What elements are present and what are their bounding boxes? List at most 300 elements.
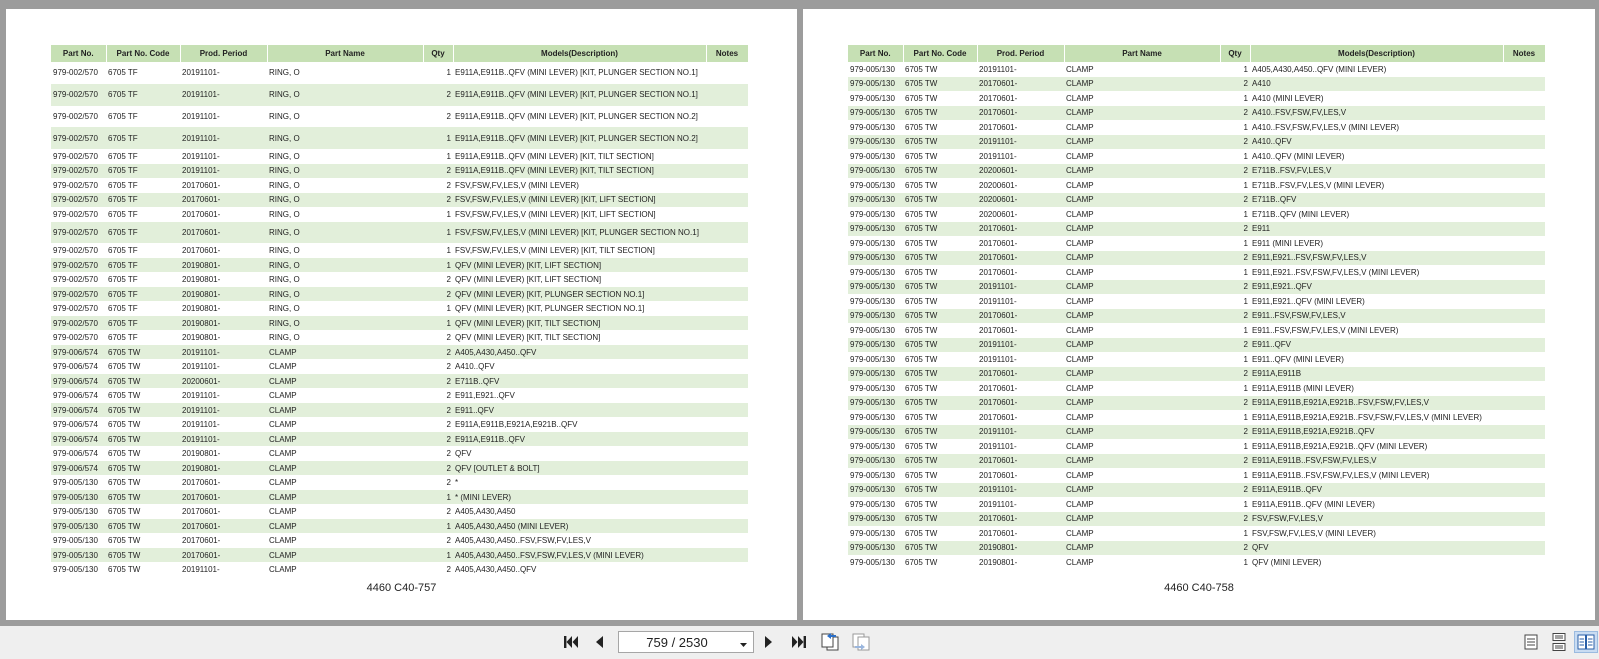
header-prod-period: Prod. Period [977, 45, 1064, 62]
cell-part-name: CLAMP [1066, 354, 1094, 364]
table-row [848, 352, 1545, 367]
cell-part-name: CLAMP [267, 374, 423, 389]
table-row [848, 323, 1545, 338]
table-row [51, 301, 748, 316]
cell-part-no-code: 6705 TF [106, 84, 180, 106]
cell-prod-period: 20191101- [182, 420, 220, 430]
cell-part-no-code: 6705 TW [903, 454, 977, 469]
cell-models: A410..FSV,FSW,FV,LES,V [1250, 106, 1503, 121]
cell-models: A410 [1250, 77, 1503, 92]
header-part-no: Part No. [848, 45, 903, 62]
cell-part-no: 979-002/570 [53, 246, 98, 256]
cell-part-name: CLAMP [1064, 425, 1220, 440]
table-header-row [51, 45, 748, 62]
cell-models: QFV (MINI LEVER) [KIT, TILT SECTION] [455, 333, 601, 343]
cell-notes [1503, 120, 1545, 135]
single-page-view-icon[interactable] [1519, 631, 1543, 653]
table-row [51, 316, 748, 331]
cell-qty: 1 [423, 490, 453, 505]
table-row [848, 265, 1545, 280]
cell-models: E911A,E911B,E921A,E921B..QFV (MINI LEVER) [1252, 441, 1428, 451]
cell-prod-period: 20191101- [979, 499, 1017, 509]
cell-models: E911..QFV (MINI LEVER) [1252, 354, 1344, 364]
cell-notes [1503, 396, 1545, 411]
cell-prod-period: 20170601- [977, 309, 1064, 324]
cell-part-name: CLAMP [1066, 557, 1094, 567]
cell-qty: 1 [1243, 238, 1248, 248]
cell-part-name: CLAMP [269, 449, 297, 459]
cell-qty: 2 [423, 403, 453, 418]
cell-part-no: 979-002/570 [53, 275, 98, 285]
cell-part-name: CLAMP [1064, 135, 1220, 150]
cell-qty: 1 [1243, 122, 1248, 132]
cell-part-no-code: 6705 TW [903, 77, 977, 92]
cell-part-no-code: 6705 TF [106, 316, 180, 331]
cell-part-name: CLAMP [1066, 64, 1094, 74]
table-row [51, 432, 748, 447]
cell-part-no-code: 6705 TW [903, 135, 977, 150]
first-page-icon[interactable] [560, 632, 582, 652]
cell-part-no: 979-005/130 [51, 548, 106, 563]
cell-notes [706, 243, 748, 258]
cell-part-no: 979-005/130 [850, 267, 895, 277]
cell-models: A410..QFV [1250, 135, 1503, 150]
page-number-select[interactable] [618, 631, 754, 653]
cell-part-no: 979-005/130 [850, 64, 895, 74]
cell-part-name: CLAMP [269, 391, 297, 401]
cell-part-no: 979-006/574 [53, 362, 98, 372]
cell-part-name: CLAMP [1064, 164, 1220, 179]
cell-part-no: 979-005/130 [850, 209, 895, 219]
cell-part-no: 979-006/574 [53, 420, 98, 430]
table-row [51, 403, 748, 418]
cell-part-no-code: 6705 TF [108, 68, 138, 78]
table-row [848, 381, 1545, 396]
table-row [848, 439, 1545, 454]
cell-qty: 2 [1220, 396, 1250, 411]
cell-qty: 1 [1243, 557, 1248, 567]
next-page-icon[interactable] [758, 632, 780, 652]
cell-prod-period: 20170601- [979, 383, 1018, 393]
table-row [848, 251, 1545, 266]
cell-prod-period: 20200601- [977, 164, 1064, 179]
table-row [51, 417, 748, 432]
cell-models: E711B..FSV,FV,LES,V [1250, 164, 1503, 179]
cell-notes [706, 127, 748, 149]
header-part-no-code: Part No. Code [106, 45, 180, 62]
previous-view-icon[interactable] [819, 632, 841, 652]
table-row [848, 178, 1545, 193]
cell-part-name: CLAMP [267, 548, 423, 563]
cell-qty: 1 [1243, 354, 1248, 364]
cell-models: A410..QFV [455, 362, 495, 372]
cell-models: E911A,E911B,E921A,E921B..QFV [455, 420, 578, 430]
header-models: Models(Description) [453, 45, 706, 62]
cell-part-no: 979-005/130 [850, 528, 895, 538]
cell-part-no: 979-005/130 [848, 454, 903, 469]
cell-notes [1503, 222, 1545, 237]
cell-part-name: CLAMP [1066, 470, 1094, 480]
cell-models: E911A,E911B..QFV (MINI LEVER) [KIT, TILT SECTION] [455, 151, 654, 161]
cell-qty: 2 [1220, 77, 1250, 92]
cell-part-no-code: 6705 TW [903, 193, 977, 208]
cell-prod-period: 20191101- [977, 135, 1064, 150]
cell-notes [1503, 135, 1545, 150]
cell-prod-period: 20170601- [180, 193, 267, 208]
cell-part-no-code: 6705 TW [903, 106, 977, 121]
continuous-view-icon[interactable] [1547, 631, 1571, 653]
cell-part-no-code: 6705 TW [106, 548, 180, 563]
cell-qty: 1 [1243, 325, 1248, 335]
cell-prod-period: 20170601- [977, 77, 1064, 92]
cell-qty: 2 [446, 420, 451, 430]
cell-qty: 1 [1243, 151, 1248, 161]
cell-part-name: RING, O [269, 111, 300, 121]
cell-part-no: 979-005/130 [848, 338, 903, 353]
cell-qty: 2 [446, 111, 451, 121]
cell-part-no: 979-002/570 [53, 151, 98, 161]
cell-models: E911A,E911B..QFV [453, 432, 706, 447]
cell-part-no: 979-005/130 [848, 164, 903, 179]
cell-qty: 1 [1243, 267, 1248, 277]
next-view-icon[interactable] [850, 632, 872, 652]
cell-part-no-code: 6705 TW [903, 367, 977, 382]
cell-notes [706, 504, 748, 519]
cell-prod-period: 20191101- [180, 164, 267, 179]
cell-part-no-code: 6705 TW [905, 267, 938, 277]
cell-part-no: 979-005/130 [850, 557, 895, 567]
table-row [51, 359, 748, 374]
cell-part-no: 979-005/130 [848, 541, 903, 556]
header-qty: Qty [1220, 45, 1250, 62]
table-row [848, 425, 1545, 440]
table-row [51, 330, 748, 345]
cell-part-name: CLAMP [1066, 267, 1094, 277]
header-qty: Qty [423, 45, 453, 62]
table-row [51, 562, 748, 577]
cell-prod-period: 20191101- [180, 84, 267, 106]
cell-prod-period: 20170601- [182, 507, 221, 517]
cell-part-no-code: 6705 TF [106, 127, 180, 149]
cell-models: E911A,E911B,E921A,E921B..QFV [1250, 425, 1503, 440]
table-row [51, 243, 748, 258]
cell-prod-period: 20170601- [977, 222, 1064, 237]
cell-qty: 2 [423, 345, 453, 360]
cell-prod-period: 20191101- [979, 151, 1017, 161]
table-row [51, 222, 748, 244]
cell-part-no-code: 6705 TW [905, 557, 938, 567]
cell-notes [1503, 541, 1545, 556]
cell-notes [706, 178, 748, 193]
cell-part-name: CLAMP [1066, 151, 1094, 161]
navigation-toolbar [0, 626, 1599, 659]
cell-part-no: 979-005/130 [53, 565, 98, 575]
cell-part-no: 979-005/130 [53, 507, 98, 517]
cell-notes [1503, 294, 1545, 309]
cell-part-name: RING, O [269, 275, 300, 285]
table-row [51, 461, 748, 476]
cell-models: A405,A430,A450 [455, 507, 516, 517]
cell-prod-period: 20191101- [182, 111, 220, 121]
cell-qty: 2 [1220, 338, 1250, 353]
cell-part-no: 979-002/570 [51, 258, 106, 273]
cell-part-no: 979-005/130 [850, 354, 895, 364]
last-page-icon[interactable] [788, 632, 810, 652]
cell-models: E911A,E911B..QFV (MINI LEVER) [KIT, PLUNGER SECTION NO.2] [455, 111, 698, 121]
cell-prod-period: 20191101- [979, 296, 1017, 306]
cell-notes [706, 287, 748, 302]
cell-part-name: CLAMP [269, 565, 297, 575]
cell-prod-period: 20170601- [182, 246, 221, 256]
cell-part-no-code: 6705 TW [905, 528, 938, 538]
cell-qty: 2 [423, 193, 453, 208]
cell-part-name: RING, O [267, 193, 423, 208]
cell-prod-period: 20190801- [182, 449, 221, 459]
cell-notes [1503, 207, 1545, 222]
cell-part-no: 979-005/130 [51, 490, 106, 505]
cell-part-name: CLAMP [1064, 338, 1220, 353]
cell-part-name: RING, O [267, 287, 423, 302]
cell-models: E911A,E911B..FSV,FSW,FV,LES,V [1250, 454, 1503, 469]
cell-notes [706, 149, 748, 164]
cell-models: A405,A430,A450..QFV [455, 565, 537, 575]
cell-qty: 1 [446, 246, 451, 256]
cell-part-name: CLAMP [1064, 77, 1220, 92]
cell-notes [706, 164, 748, 179]
table-row [848, 541, 1545, 556]
cell-part-no-code: 6705 TW [903, 483, 977, 498]
cell-qty: 1 [423, 316, 453, 331]
cell-part-no: 979-005/130 [848, 483, 903, 498]
cell-part-no-code: 6705 TW [905, 93, 938, 103]
table-row [51, 287, 748, 302]
cell-qty: 2 [446, 275, 451, 285]
table-row [848, 222, 1545, 237]
table-row [51, 475, 748, 490]
cell-part-no-code: 6705 TW [106, 461, 180, 476]
table-row [51, 519, 748, 534]
cell-models: QFV (MINI LEVER) [KIT, LIFT SECTION] [455, 275, 602, 285]
cell-part-name: CLAMP [1064, 280, 1220, 295]
cell-part-no-code: 6705 TW [905, 64, 938, 74]
cell-prod-period: 20170601- [979, 93, 1018, 103]
cell-part-no-code: 6705 TF [108, 151, 138, 161]
cell-models: A410..QFV (MINI LEVER) [1252, 151, 1345, 161]
cell-models: E911 (MINI LEVER) [1252, 238, 1323, 248]
cell-qty: 2 [1220, 425, 1250, 440]
cell-prod-period: 20170601- [977, 396, 1064, 411]
two-page-view-icon[interactable] [1574, 631, 1598, 653]
cell-part-name: CLAMP [267, 403, 423, 418]
cell-notes [1503, 265, 1545, 280]
cell-part-no-code: 6705 TW [108, 391, 141, 401]
cell-qty: 1 [423, 127, 453, 149]
cell-qty: 1 [1243, 93, 1248, 103]
cell-notes [706, 330, 748, 345]
cell-models: QFV (MINI LEVER) [KIT, PLUNGER SECTION NO.1] [455, 304, 645, 314]
cell-notes [1503, 526, 1545, 541]
cell-qty: 2 [446, 449, 451, 459]
cell-part-name: RING, O [269, 68, 300, 78]
cell-prod-period: 20191101- [977, 483, 1064, 498]
cell-part-name: RING, O [267, 222, 423, 244]
cell-part-name: CLAMP [1066, 180, 1094, 190]
cell-models: E911,E921..QFV [1250, 280, 1503, 295]
cell-qty: 2 [1220, 541, 1250, 556]
cell-notes [706, 316, 748, 331]
cell-part-name: RING, O [269, 151, 300, 161]
cell-prod-period: 20191101- [182, 68, 220, 78]
cell-part-no: 979-002/570 [53, 333, 98, 343]
cell-part-no: 979-005/130 [848, 193, 903, 208]
cell-prod-period: 20190801- [182, 333, 221, 343]
cell-qty: 2 [1220, 280, 1250, 295]
table-header-row [848, 45, 1545, 62]
cell-qty: 1 [423, 519, 453, 534]
cell-models: E711B..FSV,FV,LES,V (MINI LEVER) [1252, 180, 1385, 190]
cell-part-name: CLAMP [1066, 93, 1094, 103]
table-row [848, 526, 1545, 541]
cell-qty: 1 [446, 209, 451, 219]
cell-part-no: 979-005/130 [850, 93, 895, 103]
cell-part-no: 979-005/130 [848, 309, 903, 324]
previous-page-icon[interactable] [588, 632, 610, 652]
cell-models: FSV,FSW,FV,LES,V (MINI LEVER) [KIT, LIFT SECTION] [453, 193, 706, 208]
document-page-right [803, 9, 1595, 620]
cell-notes [706, 417, 748, 432]
cell-notes [706, 562, 748, 577]
cell-prod-period: 20170601- [979, 528, 1018, 538]
cell-models: E911,E921..FSV,FSW,FV,LES,V [1250, 251, 1503, 266]
cell-prod-period: 20190801- [180, 287, 267, 302]
cell-part-no: 979-005/130 [848, 367, 903, 382]
cell-part-no-code: 6705 TW [905, 296, 938, 306]
cell-part-name: RING, O [269, 180, 300, 190]
cell-part-name: RING, O [267, 127, 423, 149]
cell-notes [706, 533, 748, 548]
cell-part-no: 979-005/130 [53, 478, 98, 488]
cell-qty: 2 [446, 333, 451, 343]
table-row [51, 374, 748, 389]
cell-qty: 1 [1243, 64, 1248, 74]
cell-part-no-code: 6705 TF [108, 304, 138, 314]
cell-qty: 2 [1220, 483, 1250, 498]
cell-part-no: 979-006/574 [51, 374, 106, 389]
table-row [51, 345, 748, 360]
header-part-no: Part No. [51, 45, 106, 62]
cell-prod-period: 20170601- [977, 454, 1064, 469]
cell-prod-period: 20170601- [180, 519, 267, 534]
cell-part-no-code: 6705 TW [905, 180, 938, 190]
cell-part-name: CLAMP [1064, 483, 1220, 498]
cell-part-no: 979-006/574 [51, 432, 106, 447]
cell-qty: 1 [423, 548, 453, 563]
cell-qty: 2 [1220, 164, 1250, 179]
cell-part-no: 979-005/130 [848, 280, 903, 295]
cell-notes [1503, 164, 1545, 179]
cell-notes [1503, 77, 1545, 92]
cell-qty: 2 [423, 287, 453, 302]
table-row [848, 468, 1545, 483]
cell-notes [1503, 497, 1545, 512]
cell-models: E711B..QFV (MINI LEVER) [1252, 209, 1350, 219]
table-row [848, 135, 1545, 150]
cell-prod-period: 20170601- [979, 122, 1018, 132]
cell-models: E911A,E911B..QFV (MINI LEVER) [1252, 499, 1375, 509]
table-row [848, 294, 1545, 309]
cell-notes [1503, 178, 1545, 193]
cell-part-no-code: 6705 TF [108, 209, 138, 219]
cell-models: E911A,E911B (MINI LEVER) [1252, 383, 1354, 393]
table-row [51, 504, 748, 519]
table-row [51, 178, 748, 193]
cell-models: A405,A430,A450..FSV,FSW,FV,LES,V (MINI LEVER) [453, 548, 706, 563]
table-row [51, 388, 748, 403]
cell-part-name: CLAMP [269, 507, 297, 517]
cell-notes [1503, 512, 1545, 527]
cell-part-no: 979-005/130 [848, 396, 903, 411]
cell-models: E911A,E911B..QFV (MINI LEVER) [KIT, TILT SECTION] [453, 164, 706, 179]
cell-part-no: 979-005/130 [848, 106, 903, 121]
cell-models: E711B..QFV [453, 374, 706, 389]
cell-qty: 2 [423, 374, 453, 389]
cell-models: QFV [OUTLET & BOLT] [453, 461, 706, 476]
cell-notes [1503, 62, 1545, 77]
cell-qty: 2 [446, 362, 451, 372]
cell-prod-period: 20170601- [979, 238, 1018, 248]
cell-part-name: CLAMP [1066, 412, 1094, 422]
cell-qty: 1 [1243, 441, 1248, 451]
cell-models: E911..FSV,FSW,FV,LES,V (MINI LEVER) [1252, 325, 1399, 335]
cell-part-no-code: 6705 TW [903, 512, 977, 527]
cell-part-no-code: 6705 TW [903, 396, 977, 411]
cell-notes [706, 345, 748, 360]
table-row [51, 164, 748, 179]
table-row [848, 497, 1545, 512]
cell-notes [1503, 323, 1545, 338]
cell-part-name: CLAMP [1064, 251, 1220, 266]
table-row [51, 149, 748, 164]
cell-qty: 2 [1220, 135, 1250, 150]
cell-part-no: 979-006/574 [51, 345, 106, 360]
cell-part-no-code: 6705 TW [108, 362, 141, 372]
table-row [51, 84, 748, 106]
cell-part-no: 979-005/130 [850, 238, 895, 248]
cell-part-no-code: 6705 TF [106, 222, 180, 244]
cell-part-name: CLAMP [267, 432, 423, 447]
cell-notes [1503, 483, 1545, 498]
cell-part-name: CLAMP [267, 345, 423, 360]
cell-part-no: 979-002/570 [53, 180, 98, 190]
cell-part-no-code: 6705 TW [108, 536, 141, 546]
header-part-name: Part Name [1064, 45, 1220, 62]
header-models: Models(Description) [1250, 45, 1503, 62]
cell-part-no-code: 6705 TW [108, 507, 141, 517]
header-notes: Notes [1503, 45, 1545, 62]
cell-part-no-code: 6705 TW [106, 374, 180, 389]
cell-prod-period: 20170601- [977, 106, 1064, 121]
cell-models: FSV,FSW,FV,LES,V (MINI LEVER) [KIT, LIFT SECTION] [455, 209, 656, 219]
cell-notes [1503, 468, 1545, 483]
cell-qty: 1 [1243, 180, 1248, 190]
cell-notes [1503, 106, 1545, 121]
cell-part-no: 979-002/570 [51, 164, 106, 179]
table-row [848, 91, 1545, 106]
cell-qty: 1 [1243, 209, 1248, 219]
cell-part-no-code: 6705 TW [905, 470, 938, 480]
cell-qty: 2 [446, 507, 451, 517]
cell-notes [706, 62, 748, 84]
